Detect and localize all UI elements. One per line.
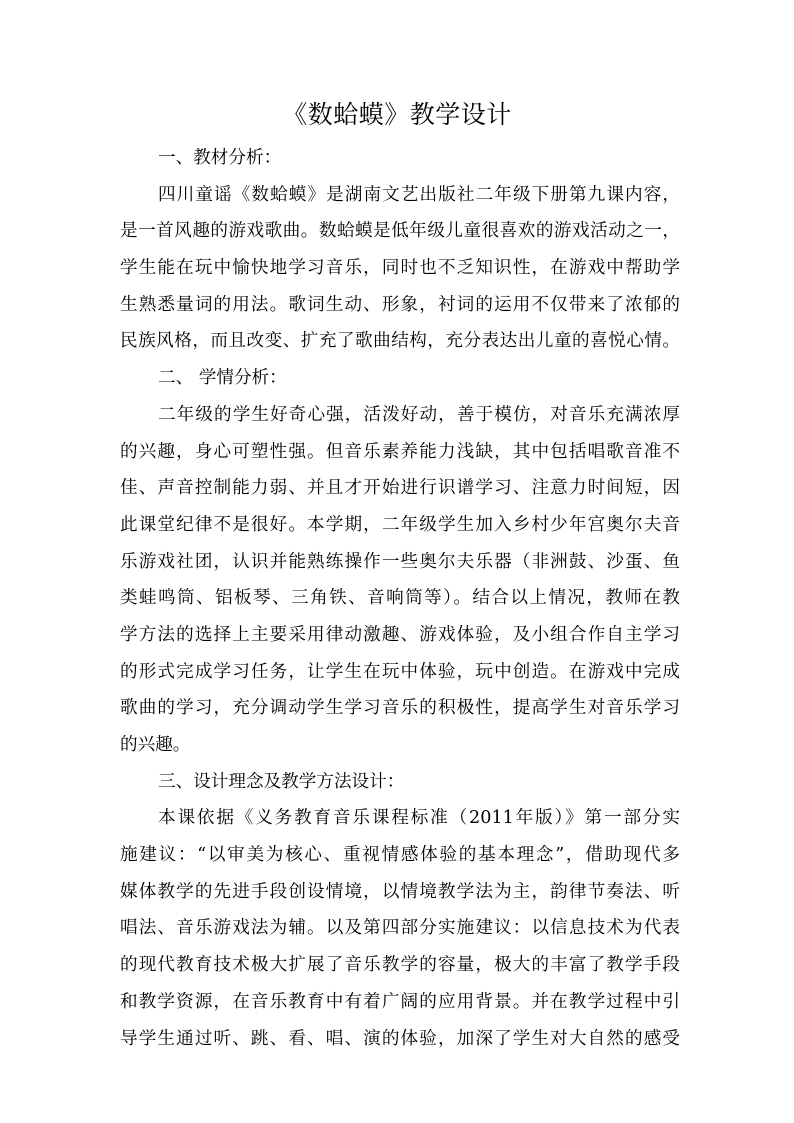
paragraph-line: 是一首风趣的游戏歌曲。数蛤蟆是低年级儿童很喜欢的游戏活动之一， [120,221,680,242]
paragraph-line: 生熟悉量词的用法。歌词生动、形象，衬词的运用不仅带来了浓郁的 [120,294,680,315]
paragraph-line: 佳、声音控制能力弱、并且才开始进行识谱学习、注意力时间短，因 [120,478,680,499]
paragraph-line: 民族风格，而且改变、扩充了歌曲结构，充分表达出儿童的喜悦心情。 [120,331,680,352]
paragraph-line: 媒体教学的先进手段创设情境，以情境教学法为主，韵律节奏法、听 [120,881,680,902]
paragraph-line: 四川童谣《数蛤蟆》是湖南文艺出版社二年级下册第九课内容， [158,184,680,205]
paragraph-line: 学生能在玩中愉快地学习音乐，同时也不乏知识性，在游戏中帮助学 [120,258,680,279]
paragraph-line: 的形式完成学习任务，让学生在玩中体验，玩中创造。在游戏中完成 [120,661,680,682]
paragraph-line: 的兴趣。 [120,735,191,755]
paragraph-line: 歌曲的学习，充分调动学生学习音乐的积极性，提高学生对音乐学习 [120,698,680,719]
paragraph-line: 唱法、音乐游戏法为辅。以及第四部分实施建议：以信息技术为代表 [120,918,680,939]
paragraph-line: 施建议：“以审美为核心、重视情感体验的基本理念”，借助现代多 [120,845,680,866]
section-heading-learner-analysis: 二、 学情分析： [158,368,287,389]
document-title: 《数蛤蟆》教学设计 [282,100,512,129]
paragraph-line: 的兴趣，身心可塑性强。但音乐素养能力浅缺，其中包括唱歌音准不 [120,441,680,462]
paragraph-line: 乐游戏社团，认识并能熟练操作一些奥尔夫乐器（非洲鼓、沙蛋、鱼 [120,551,680,572]
paragraph-line: 的现代教育技术极大扩展了音乐教学的容量，极大的丰富了教学手段 [120,955,680,976]
paragraph-line: 此课堂纪律不是很好。本学期，二年级学生加入乡村少年宫奥尔夫音 [120,514,680,535]
paragraph-line: 本课依据《义务教育音乐课程标准（2011年版）》第一部分实 [158,808,680,829]
document-body [120,140,680,1057]
paragraph-line: 和教学资源，在音乐教育中有着广阔的应用背景。并在教学过程中引 [120,991,680,1012]
paragraph-line: 导学生通过听、跳、看、唱、演的体验，加深了学生对大自然的感受 [120,1028,680,1049]
paragraph-line: 二年级的学生好奇心强，活泼好动，善于模仿，对音乐充满浓厚 [158,404,680,425]
section-heading-textbook-analysis: 一、教材分析： [158,148,282,168]
paragraph-line: 学方法的选择上主要采用律动激趣、游戏体验，及小组合作自主学习 [120,624,680,645]
section-heading-design-concept: 三、设计理念及教学方法设计： [158,771,405,792]
paragraph-line: 类蛙鸣筒、铝板琴、三角铁、音响筒等）。结合以上情况，教师在教 [120,588,680,609]
